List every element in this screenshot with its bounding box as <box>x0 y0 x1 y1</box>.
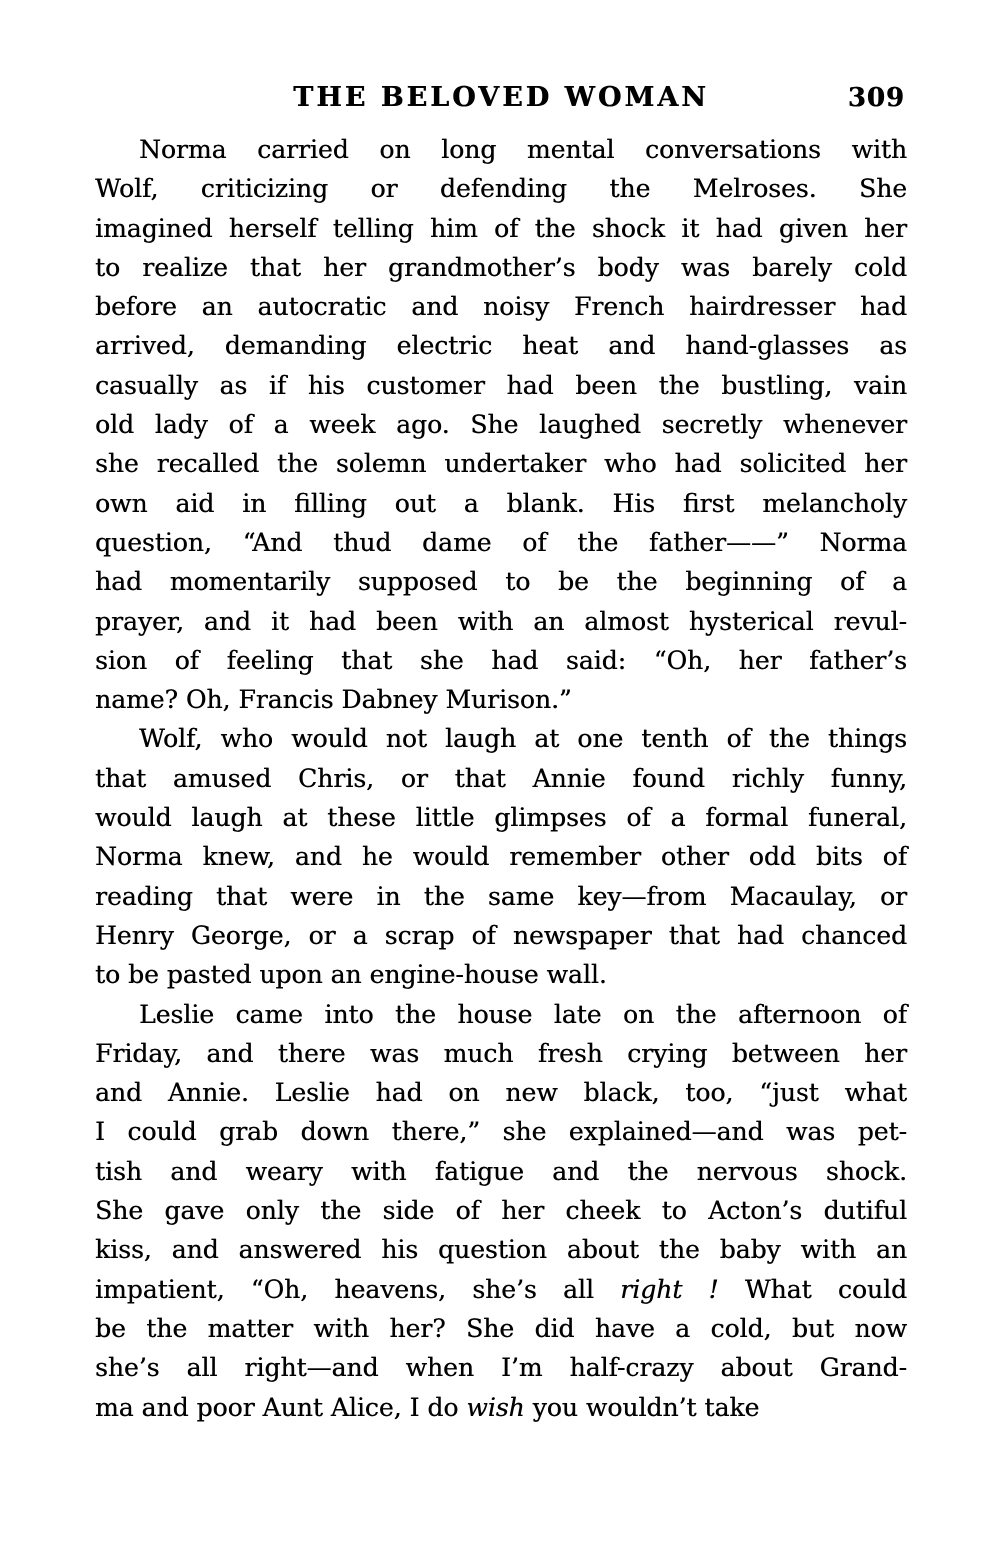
text-run: She gave only the side of her cheek to Acton’s dutiful <box>95 1196 907 1226</box>
text-run: that amused Chris, or that Annie found richly funny, <box>95 763 907 793</box>
text-line <box>95 562 907 601</box>
text-line <box>95 798 907 837</box>
text-line <box>95 1073 907 1112</box>
text-line <box>95 326 907 365</box>
text-line <box>95 1191 907 1230</box>
text-line <box>95 248 907 287</box>
text-run: to be pasted upon an engine-house wall. <box>95 960 607 990</box>
text-line <box>95 287 907 326</box>
text-line <box>95 209 907 248</box>
text-run: name? Oh, Francis Dabney Murison.” <box>95 685 572 715</box>
text-run: Wolf, criticizing or defending the Melroses. She <box>95 174 907 204</box>
text-run: Leslie came into the house late on the afternoon of <box>139 999 907 1029</box>
text-line <box>95 405 907 444</box>
text-line <box>95 169 907 208</box>
text-line <box>95 837 907 876</box>
page-text <box>95 130 907 1427</box>
text-line <box>95 130 907 169</box>
text-run: prayer, and it had been with an almost hysterical revul- <box>95 606 907 636</box>
text-run: had momentarily supposed to be the beginning of a <box>95 567 907 597</box>
text-line <box>95 602 907 641</box>
text-run: old lady of a week ago. She laughed secretly whenever <box>95 410 907 440</box>
text-run: impatient, “Oh, heavens, she’s all <box>95 1274 621 1304</box>
text-line <box>95 444 907 483</box>
text-run: and Annie. Leslie had on new black, too, “just what <box>95 1078 907 1108</box>
text-line <box>95 1230 907 1269</box>
text-run: question, “And thud dame of the father——” Norma <box>95 527 907 557</box>
text-line <box>95 1388 907 1427</box>
text-run: tish and weary with fatigue and the nervous shock. <box>95 1156 907 1186</box>
text-line <box>95 484 907 523</box>
paragraph <box>95 995 907 1427</box>
text-line <box>95 680 907 719</box>
italic-text-run: right ! <box>620 1274 719 1304</box>
text-line <box>95 759 907 798</box>
text-run: Henry George, or a scrap of newspaper that had chanced <box>95 920 907 950</box>
text-run: arrived, demanding electric heat and hand-glasses as <box>95 331 907 361</box>
text-run: Norma knew, and he would remember other odd bits of <box>95 842 907 872</box>
text-line <box>95 1270 907 1309</box>
text-run: you wouldn’t take <box>524 1392 760 1422</box>
text-line <box>95 1152 907 1191</box>
text-line <box>95 877 907 916</box>
text-run: would laugh at these little glimpses of a formal funeral, <box>95 803 907 833</box>
page-number: 309 <box>847 83 905 113</box>
text-run: reading that were in the same key—from Macaulay, or <box>95 881 907 911</box>
italic-text-run: wish <box>466 1392 525 1422</box>
text-run: she recalled the solemn undertaker who had solicited her <box>95 449 907 479</box>
text-run: ma and poor Aunt Alice, I do <box>95 1392 467 1422</box>
text-line <box>95 1309 907 1348</box>
text-run: to realize that her grandmother’s body was barely cold <box>95 252 907 282</box>
text-run: she’s all right—and when I’m half-crazy about Grand- <box>95 1353 907 1383</box>
text-line <box>95 1348 907 1387</box>
text-line <box>95 719 907 758</box>
text-run: Wolf, who would not laugh at one tenth of the things <box>139 724 907 754</box>
text-run: own aid in filling out a blank. His first melancholy <box>95 488 907 518</box>
text-run: kiss, and answered his question about the baby with an <box>95 1235 907 1265</box>
text-run: imagined herself telling him of the shock it had given her <box>95 213 907 243</box>
text-line <box>95 916 907 955</box>
text-line <box>95 1112 907 1151</box>
text-line <box>95 523 907 562</box>
paragraph <box>95 719 907 994</box>
text-line <box>95 1034 907 1073</box>
running-header-title: THE BELOVED WOMAN <box>293 82 709 113</box>
running-header <box>95 82 907 116</box>
text-run: before an autocratic and noisy French hairdresser had <box>95 292 907 322</box>
text-run: What could <box>718 1274 908 1304</box>
text-run: Norma carried on long mental conversations with <box>139 135 907 164</box>
paragraph <box>95 130 907 719</box>
text-line <box>95 366 907 405</box>
text-line <box>95 955 907 994</box>
text-run: be the matter with her? She did have a cold, but now <box>95 1313 907 1343</box>
text-line <box>95 641 907 680</box>
text-run: sion of feeling that she had said: “Oh, her father’s <box>95 645 907 675</box>
text-run: casually as if his customer had been the bustling, vain <box>95 370 907 400</box>
text-line <box>95 995 907 1034</box>
text-run: I could grab down there,” she explained—and was pet- <box>95 1117 907 1147</box>
text-run: Friday, and there was much fresh crying between her <box>95 1038 907 1068</box>
